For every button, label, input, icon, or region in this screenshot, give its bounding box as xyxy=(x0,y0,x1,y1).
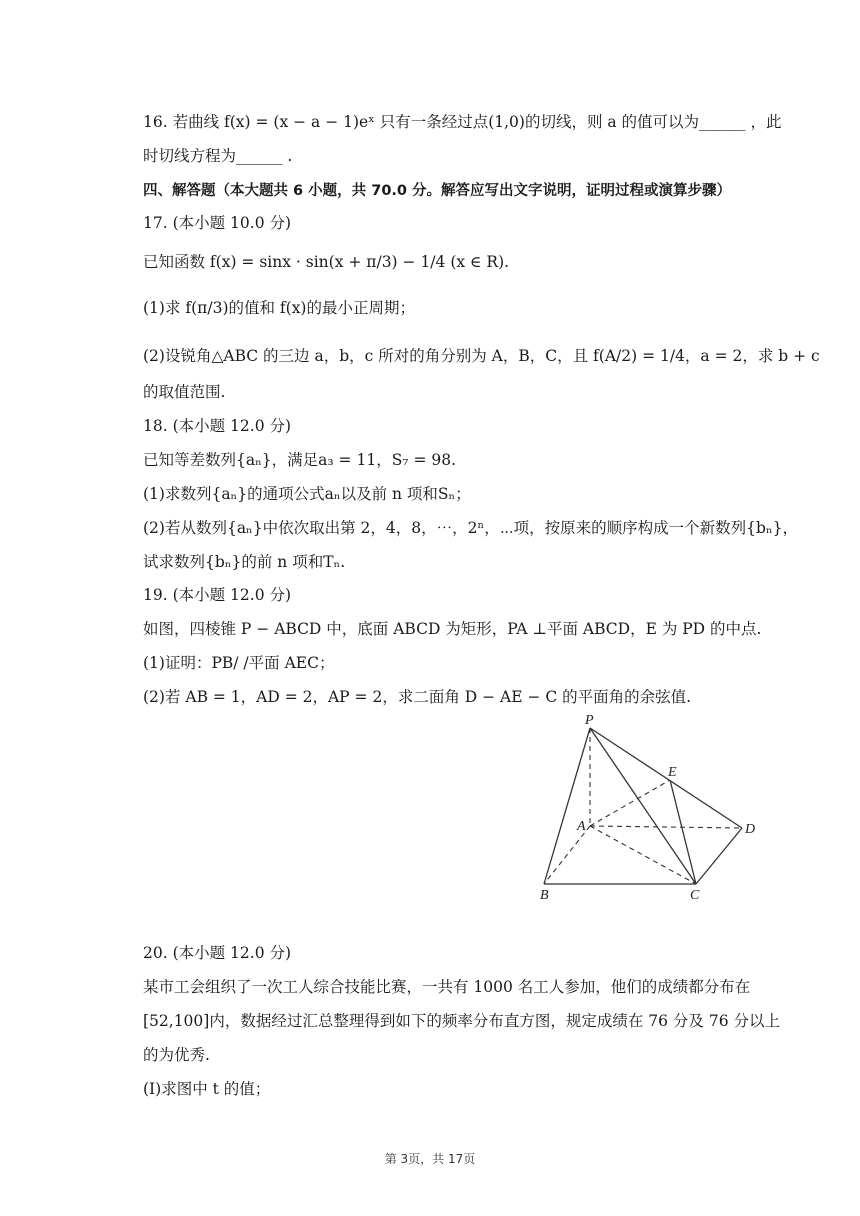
label-C: C xyxy=(690,888,700,902)
q18-part-2-line-1: (2)若从数列{aₙ}中依次取出第 2，4，8，⋯，2ⁿ，⋯项，按原来的顺序构成一个新数列{bₙ}， xyxy=(143,519,799,537)
page-footer: 第 3页，共 17页 xyxy=(384,1152,476,1166)
q20-stem-line-2: [52,100]内，数据经过汇总整理得到如下的频率分布直方图，规定成绩在 76 分及 76 分以上 xyxy=(143,1012,780,1030)
q19-header: 19. (本小题 12.0 分) xyxy=(143,586,292,604)
edge-AD xyxy=(590,826,742,828)
q16-line-2: 时切线方程为______ . xyxy=(143,147,293,165)
section-heading: 四、解答题（本大题共 6 小题，共 70.0 分。解答应写出文字说明，证明过程或演算步骤） xyxy=(143,183,732,199)
q16-line-1: 16. 若曲线 f(x) = (x − a − 1)eˣ 只有一条经过点(1,0)的切线，则 a 的值可以为______ ，此 xyxy=(143,113,782,131)
q18-part-2-line-2: 试求数列{bₙ}的前 n 项和Tₙ. xyxy=(143,553,346,571)
edge-PD xyxy=(590,728,742,828)
label-D: D xyxy=(745,822,756,837)
label-B: B xyxy=(540,888,549,902)
edge-PB xyxy=(544,728,590,884)
q18-header: 18. (本小题 12.0 分) xyxy=(143,417,292,435)
edge-AB xyxy=(544,826,590,884)
q18-stem: 已知等差数列{aₙ}，满足a₃ = 11，S₇ = 98. xyxy=(143,451,457,469)
q19-stem: 如图，四棱锥 P − ABCD 中，底面 ABCD 为矩形，PA ⊥平面 ABCD，E 为 PD 的中点. xyxy=(143,620,762,638)
q20-part-1: (Ⅰ)求图中 t 的值； xyxy=(143,1080,271,1098)
q20-stem-line-1: 某市工会组织了一次工人综合技能比赛，一共有 1000 名工人参加，他们的成绩都分布在 xyxy=(143,978,751,996)
q17-part-2-line-2: 的取值范围. xyxy=(143,383,226,401)
edge-AC xyxy=(590,826,696,884)
q20-header: 20. (本小题 12.0 分) xyxy=(143,944,292,962)
q17-stem: 已知函数 f(x) = sinx · sin(x + π/3) − 1/4 (x ∈ R). xyxy=(143,253,510,271)
q20-stem-line-3: 的为优秀. xyxy=(143,1046,210,1064)
label-E: E xyxy=(668,765,677,780)
edge-PC xyxy=(590,728,696,884)
edge-CD xyxy=(696,828,742,884)
q17-part-2-line-1: (2)设锐角△ABC 的三边 a，b，c 所对的角分别为 A，B，C，且 f(A/2) = 1/4，a = 2，求 b + c xyxy=(143,347,820,365)
q18-part-1: (1)求数列{aₙ}的通项公式aₙ以及前 n 项和Sₙ； xyxy=(143,485,471,503)
label-A: A xyxy=(577,819,586,834)
label-P: P xyxy=(585,713,594,728)
q17-part-1: (1)求 f(π/3)的值和 f(x)的最小正周期； xyxy=(143,299,415,317)
pyramid-figure xyxy=(530,712,770,902)
q17-header: 17. (本小题 10.0 分) xyxy=(143,214,292,232)
q19-part-2: (2)若 AB = 1，AD = 2，AP = 2，求二面角 D − AE − C 的平面角的余弦值. xyxy=(143,688,692,706)
q19-part-1: (1)证明：PB/ /平面 AEC； xyxy=(143,654,335,672)
